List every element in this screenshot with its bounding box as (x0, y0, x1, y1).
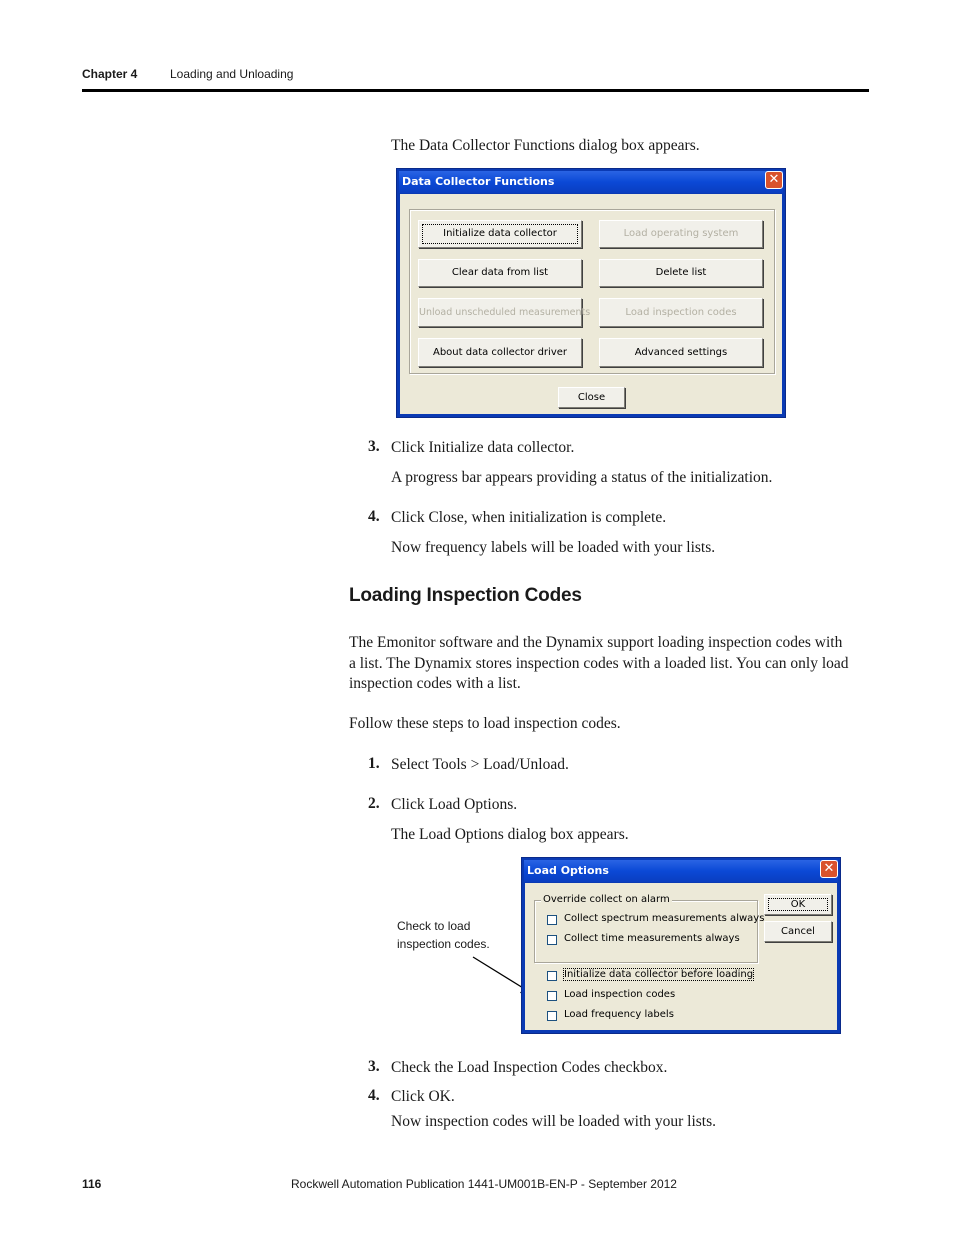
paragraph-line: inspection codes with a list. (349, 675, 521, 692)
section-paragraph: Follow these steps to load inspection codes. (349, 715, 621, 732)
step-number: 4. (368, 1087, 380, 1104)
paragraph-line: The Emonitor software and the Dynamix support loading inspection codes with (349, 634, 843, 651)
intro-text: The Data Collector Functions dialog box appears. (391, 137, 700, 154)
ok-button[interactable]: OK (764, 894, 832, 915)
clear-data-from-list-button[interactable]: Clear data from list (418, 259, 582, 287)
publication-info: Rockwell Automation Publication 1441-UM001B-EN-P - September 2012 (291, 1177, 677, 1191)
step-number: 1. (368, 755, 380, 772)
step-text: Click Load Options. (391, 796, 518, 813)
initialize-before-loading-checkbox[interactable] (547, 971, 557, 981)
step-text: Click Initialize data collector. (391, 439, 575, 456)
step-text: Check the Load Inspection Codes checkbox. (391, 1059, 668, 1076)
initialize-before-loading-label: Initialize data collector before loading (564, 969, 754, 980)
time-checkbox[interactable] (547, 935, 557, 945)
callout-text (397, 917, 490, 953)
close-button[interactable]: Close (558, 387, 625, 408)
dialog-client (400, 194, 782, 414)
step-number: 3. (368, 1058, 380, 1075)
delete-list-button[interactable]: Delete list (599, 259, 763, 287)
step-text: Select Tools > Load/Unload. (391, 756, 569, 773)
spectrum-label: Collect spectrum measurements always (564, 913, 765, 924)
load-frequency-labels-checkbox[interactable] (547, 1011, 557, 1021)
step-note: Now inspection codes will be loaded with your lists. (391, 1113, 717, 1130)
load-operating-system-button[interactable]: Load operating system (599, 220, 763, 248)
step-note: The Load Options dialog box appears. (391, 826, 629, 843)
callout-line: Check to load (397, 919, 471, 933)
step-note: A progress bar appears providing a status of the initialization. (391, 469, 773, 486)
load-inspection-codes-label: Load inspection codes (564, 989, 676, 1000)
dialog-title: Data Collector Functions (399, 171, 783, 193)
close-icon[interactable]: ✕ (820, 860, 838, 878)
step-text: Click Close, when initialization is complete. (391, 509, 667, 526)
step-note: Now frequency labels will be loaded with your lists. (391, 539, 716, 556)
dialog-client (525, 883, 837, 1030)
step-text: Click OK. (391, 1088, 455, 1105)
chapter-title: Loading and Unloading (170, 67, 294, 81)
load-inspection-codes-checkbox[interactable] (547, 991, 557, 1001)
page-number: 116 (82, 1177, 102, 1191)
override-group-label: Override collect on alarm (543, 894, 670, 905)
load-inspection-codes-button[interactable]: Load inspection codes (599, 298, 763, 327)
override-group (534, 900, 758, 963)
load-frequency-labels-label: Load frequency labels (564, 1009, 674, 1020)
dialog-title: Load Options (524, 860, 838, 882)
chapter-label: Chapter 4 (82, 67, 138, 81)
paragraph-line: a list. The Dynamix stores inspection codes with a loaded list. You can only load (349, 654, 849, 672)
header-rule (82, 89, 869, 92)
section-paragraph (349, 633, 849, 695)
time-label: Collect time measurements always (564, 933, 740, 944)
data-collector-functions-dialog (396, 168, 786, 418)
initialize-data-collector-button[interactable]: Initialize data collector (418, 220, 582, 248)
section-heading: Loading Inspection Codes (349, 585, 582, 606)
step-number: 4. (368, 508, 380, 525)
close-icon[interactable]: ✕ (765, 171, 783, 189)
advanced-settings-button[interactable]: Advanced settings (599, 338, 763, 367)
load-options-dialog (521, 857, 841, 1034)
step-number: 3. (368, 438, 380, 455)
unload-unscheduled-measurements-button[interactable]: Unload unscheduled measurements (418, 298, 582, 327)
spectrum-checkbox[interactable] (547, 915, 557, 925)
step-number: 2. (368, 795, 380, 812)
cancel-button[interactable]: Cancel (764, 921, 832, 942)
about-data-collector-driver-button[interactable]: About data collector driver (418, 338, 582, 367)
callout-line: inspection codes. (397, 937, 490, 951)
